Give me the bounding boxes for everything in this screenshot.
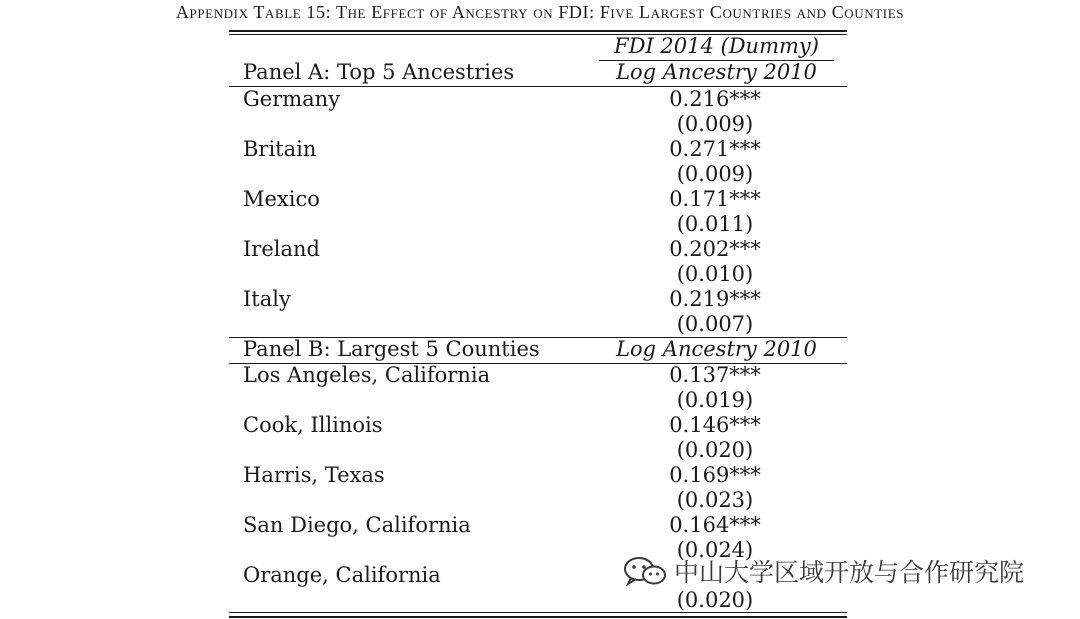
dependent-variable-row [229, 34, 847, 59]
watermark-text: 中山大学区域开放与合作研究院 [674, 558, 1025, 587]
standard-error: (0.011) [676, 212, 754, 236]
panel-a-title: Panel A: Top 5 Ancestries [243, 60, 515, 84]
row-label: San Diego, California [243, 513, 471, 537]
row-label: Ireland [243, 237, 320, 261]
table-row-se [229, 262, 847, 287]
coefficient: 0.164*** [669, 513, 761, 537]
table-row-se [229, 438, 847, 463]
standard-error: (0.020) [676, 438, 754, 462]
row-label: Los Angeles, California [243, 363, 491, 387]
table-row [229, 363, 847, 388]
table-row-se [229, 212, 847, 237]
table-row [229, 87, 847, 112]
row-label: Harris, Texas [243, 463, 385, 487]
coefficient: 0.216*** [669, 87, 761, 111]
panel-a-header [229, 60, 847, 85]
coefficient: 0.171*** [669, 187, 761, 211]
table-row-se [229, 588, 847, 613]
row-label: Orange, California [243, 563, 441, 587]
standard-error: (0.023) [676, 488, 754, 512]
standard-error: (0.019) [676, 388, 754, 412]
table-row-se [229, 112, 847, 137]
table-row [229, 137, 847, 162]
bottom-rule-2 [229, 616, 847, 618]
coefficient: 0.202*** [669, 237, 761, 261]
standard-error: (0.020) [676, 588, 754, 612]
table-row-se [229, 388, 847, 413]
panel-b-column: Log Ancestry 2010 [616, 337, 817, 361]
table-row-se [229, 312, 847, 337]
row-label: Germany [243, 87, 341, 111]
panel-b-header [229, 337, 847, 362]
row-label: Italy [243, 287, 291, 311]
panel-b-title: Panel B: Largest 5 Counties [243, 337, 540, 361]
row-label: Mexico [243, 187, 320, 211]
table-caption: Appendix Table 15: The Effect of Ancestry on FDI: Five Largest Countries and Counties [175, 2, 905, 22]
table-row [229, 513, 847, 538]
row-label: Cook, Illinois [243, 413, 383, 437]
standard-error: (0.009) [676, 162, 754, 186]
dependent-variable-header: FDI 2014 (Dummy) [614, 34, 819, 58]
coefficient: 0.219*** [669, 287, 761, 311]
table-row-se [229, 488, 847, 513]
coefficient: 0.137*** [669, 363, 761, 387]
coefficient: 0.146*** [669, 413, 761, 437]
standard-error: (0.010) [676, 262, 754, 286]
table-row [229, 287, 847, 312]
standard-error: (0.024) [676, 538, 754, 562]
standard-error: (0.009) [676, 112, 754, 136]
standard-error: (0.007) [676, 312, 754, 336]
row-label: Britain [243, 137, 317, 161]
table-row [229, 463, 847, 488]
table-row [229, 187, 847, 212]
wechat-icon [622, 556, 668, 586]
top-rule [229, 30, 847, 32]
table-row [229, 413, 847, 438]
table-row-se [229, 162, 847, 187]
coefficient: 0.271*** [669, 137, 761, 161]
bottom-rule [229, 612, 847, 613]
watermark [622, 553, 1024, 589]
panel-a-column: Log Ancestry 2010 [616, 60, 817, 84]
coefficient: 0.169*** [669, 463, 761, 487]
table-row [229, 237, 847, 262]
